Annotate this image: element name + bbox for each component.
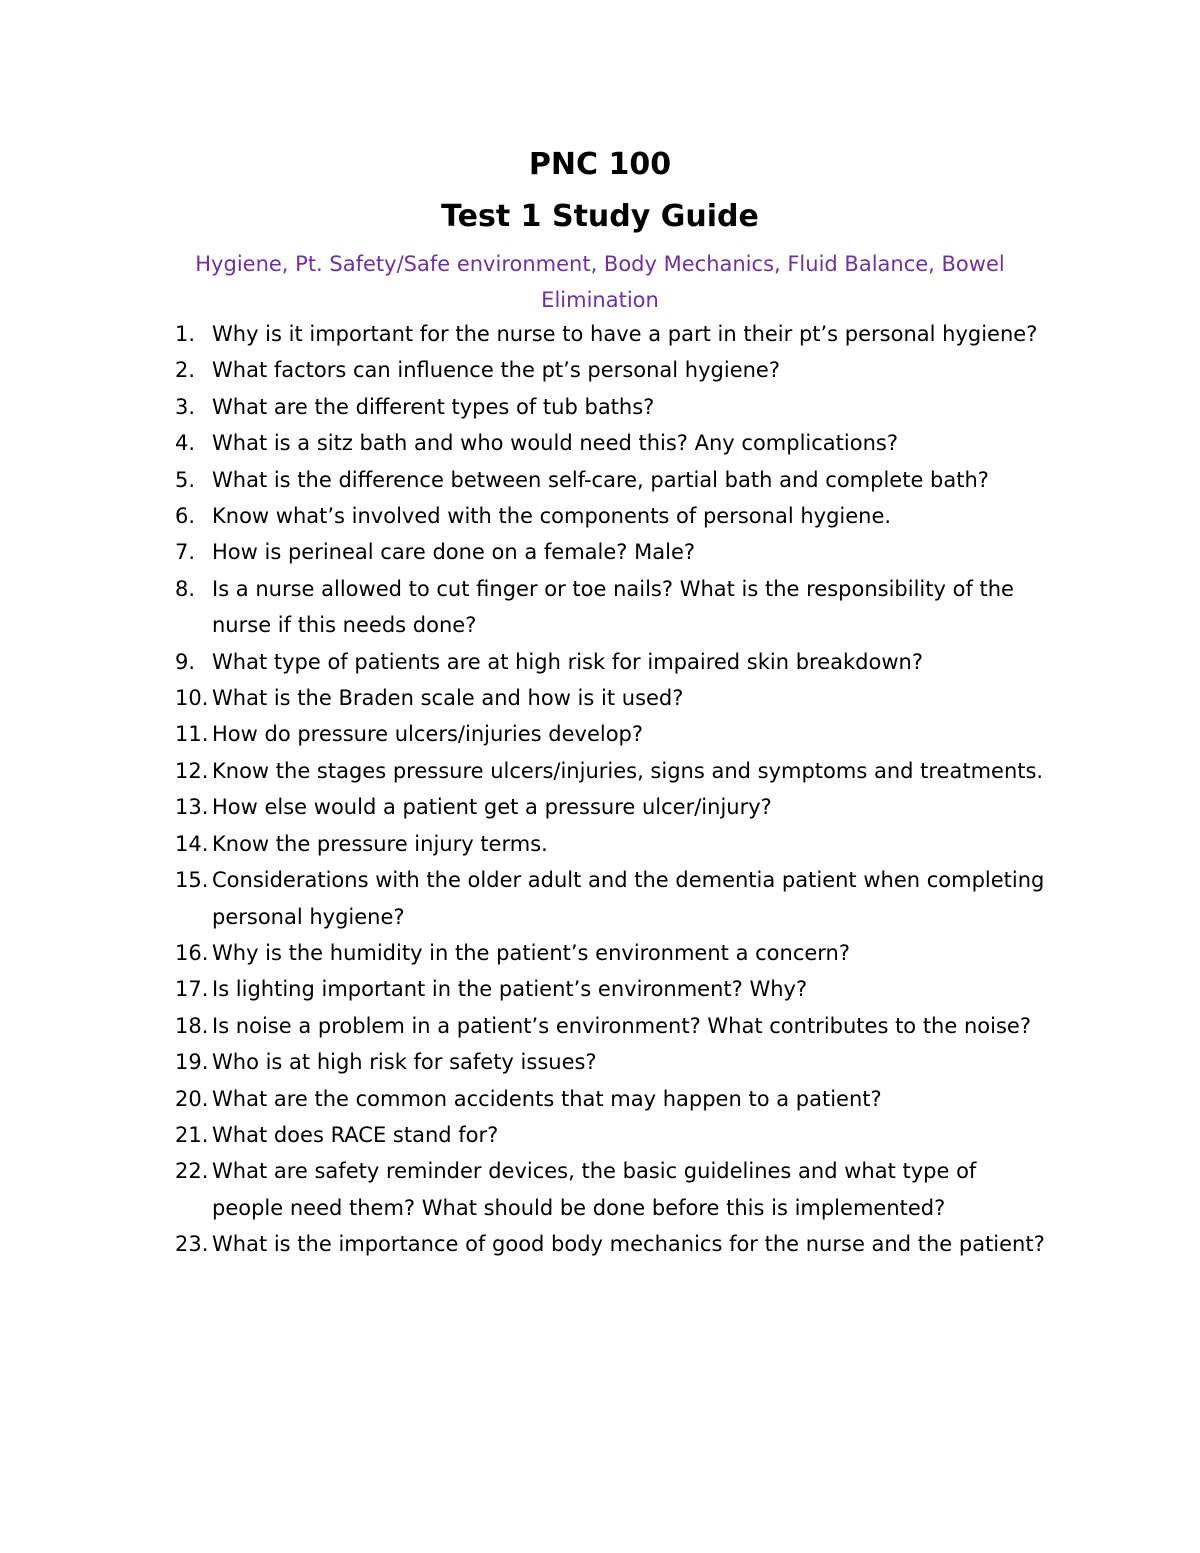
question-text: Why is it important for the nurse to have a part in their pt’s personal hygiene?: [212, 322, 1038, 346]
question-item: [175, 498, 1045, 534]
question-text: How else would a patient get a pressure ulcer/injury?: [212, 795, 772, 820]
question-number: 12.: [175, 758, 209, 783]
question-number: 6.: [175, 504, 196, 529]
question-item: [175, 680, 1045, 716]
question-item: [175, 1153, 1045, 1226]
question-number: 11.: [175, 722, 209, 747]
question-text: What are the different types of tub baths?: [212, 394, 655, 419]
question-text: Considerations with the older adult and the dementia patient when completing personal hygiene?: [212, 868, 1045, 929]
question-text: How do pressure ulcers/injuries develop?: [212, 722, 644, 747]
question-number: 3.: [175, 394, 196, 419]
question-item: [175, 316, 1045, 352]
question-number: 22.: [175, 1159, 209, 1184]
question-text: What is the Braden scale and how is it used?: [212, 686, 684, 711]
question-text: What type of patients are at high risk for impaired skin breakdown?: [212, 649, 923, 674]
question-text: Know what’s involved with the components of personal hygiene.: [212, 504, 892, 529]
question-item: [175, 1117, 1045, 1153]
guide-title: Test 1 Study Guide: [441, 199, 759, 234]
question-number: 14.: [175, 831, 209, 856]
question-item: [175, 1081, 1045, 1117]
course-title: PNC 100: [528, 147, 672, 182]
topics-subtitle: Hygiene, Pt. Safety/Safe environment, Body Mechanics, Fluid Balance, Bowel Elimination: [195, 252, 1005, 312]
question-item: [175, 534, 1045, 570]
question-item: [175, 1044, 1045, 1080]
question-text: Is lighting important in the patient’s environment? Why?: [212, 977, 808, 1002]
question-item: [175, 571, 1045, 644]
question-text: Know the stages pressure ulcers/injuries, signs and symptoms and treatments.: [212, 758, 1044, 783]
question-text: What is the difference between self-care, partial bath and complete bath?: [212, 467, 989, 492]
question-item: [175, 425, 1045, 461]
question-text: What does RACE stand for?: [212, 1122, 499, 1147]
question-number: 10.: [175, 686, 209, 711]
question-item: [175, 753, 1045, 789]
question-item: [175, 1008, 1045, 1044]
question-item: [175, 716, 1045, 752]
question-number: 15.: [175, 868, 209, 893]
question-item: [175, 826, 1045, 862]
question-item: [175, 935, 1045, 971]
question-text: What are the common accidents that may happen to a patient?: [212, 1086, 882, 1111]
question-text: Know the pressure injury terms.: [212, 831, 548, 856]
question-number: 2.: [175, 358, 196, 383]
question-text: Who is at high risk for safety issues?: [212, 1050, 597, 1075]
question-number: 8.: [175, 576, 196, 601]
question-item: [175, 644, 1045, 680]
question-number: 17.: [175, 977, 209, 1002]
question-number: 21.: [175, 1122, 209, 1147]
question-text: What are safety reminder devices, the basic guidelines and what type of people need them? What should be done before this is implemented?: [212, 1159, 977, 1220]
question-number: 7.: [175, 540, 196, 565]
question-number: 9.: [175, 649, 196, 674]
question-list: [175, 316, 1045, 1263]
question-text: How is perineal care done on a female? Male?: [212, 540, 696, 565]
question-text: What is the importance of good body mechanics for the nurse and the patient?: [212, 1232, 1045, 1257]
question-number: 18.: [175, 1013, 209, 1038]
question-number: 1.: [175, 322, 196, 346]
question-item: [175, 389, 1045, 425]
question-number: 16.: [175, 940, 209, 965]
question-text: What factors can influence the pt’s personal hygiene?: [212, 358, 780, 383]
question-item: [175, 462, 1045, 498]
question-number: 13.: [175, 795, 209, 820]
question-item: [175, 1226, 1045, 1262]
question-item: [175, 971, 1045, 1007]
question-text: Why is the humidity in the patient’s environment a concern?: [212, 940, 851, 965]
question-text: What is a sitz bath and who would need this? Any complications?: [212, 431, 898, 456]
question-number: 5.: [175, 467, 196, 492]
question-number: 23.: [175, 1232, 209, 1257]
question-item: [175, 862, 1045, 935]
question-text: Is noise a problem in a patient’s environment? What contributes to the noise?: [212, 1013, 1031, 1038]
question-item: [175, 352, 1045, 388]
question-item: [175, 789, 1045, 825]
question-number: 20.: [175, 1086, 209, 1111]
question-number: 19.: [175, 1050, 209, 1075]
question-text: Is a nurse allowed to cut finger or toe nails? What is the responsibility of the nurse if this needs done?: [212, 576, 1014, 638]
question-number: 4.: [175, 431, 196, 456]
